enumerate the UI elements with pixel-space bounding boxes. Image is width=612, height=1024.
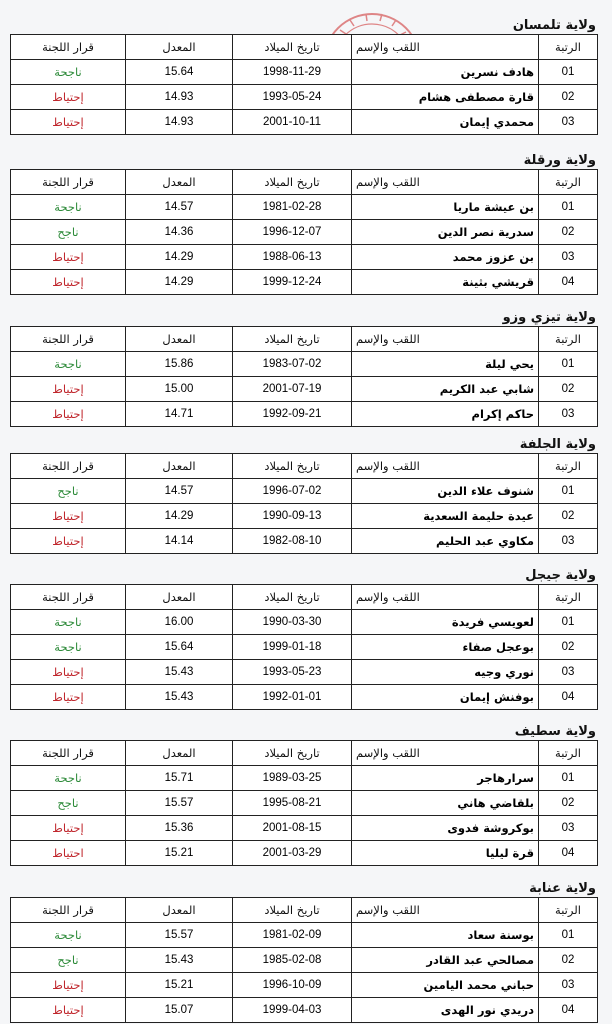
table-row: [11, 110, 598, 135]
table-header-row: [11, 170, 598, 195]
table-header-row: [11, 741, 598, 766]
name-cell: لعويسي فريدة: [352, 610, 539, 635]
average-cell: 15.21: [126, 841, 233, 866]
average-cell: 15.36: [126, 816, 233, 841]
average-cell: 14.57: [126, 479, 233, 504]
table-row: [11, 195, 598, 220]
header-rank: الرتبة: [539, 327, 598, 352]
decision-cell: ناجحة: [11, 352, 126, 377]
rank-cell: 01: [539, 610, 598, 635]
header-name: اللقب والإسم: [352, 35, 539, 60]
decision-cell: إحتياط: [11, 529, 126, 554]
dob-cell: 1990-03-30: [233, 610, 352, 635]
name-cell: حاكم إكرام: [352, 402, 539, 427]
rank-cell: 03: [539, 110, 598, 135]
section-tlemcen: [10, 17, 598, 135]
average-cell: 14.93: [126, 110, 233, 135]
table-header-row: [11, 898, 598, 923]
rank-cell: 02: [539, 791, 598, 816]
average-cell: 15.07: [126, 998, 233, 1023]
header-decision: قرار اللجنة: [11, 327, 126, 352]
decision-cell: إحتياط: [11, 270, 126, 295]
table-row: [11, 245, 598, 270]
table-row: [11, 816, 598, 841]
rank-cell: 03: [539, 529, 598, 554]
table-row: [11, 841, 598, 866]
average-cell: 16.00: [126, 610, 233, 635]
header-average: المعدل: [126, 35, 233, 60]
average-cell: 14.29: [126, 270, 233, 295]
section-title: ولاية عنابة: [529, 881, 596, 896]
name-cell: بلقاضي هاني: [352, 791, 539, 816]
header-name: اللقب والإسم: [352, 327, 539, 352]
rank-cell: 02: [539, 504, 598, 529]
results-table: [10, 326, 598, 427]
dob-cell: 1998-11-29: [233, 60, 352, 85]
dob-cell: 1999-04-03: [233, 998, 352, 1023]
name-cell: سدرية نصر الدين: [352, 220, 539, 245]
header-average: المعدل: [126, 327, 233, 352]
table-row: [11, 220, 598, 245]
header-rank: الرتبة: [539, 898, 598, 923]
dob-cell: 1992-09-21: [233, 402, 352, 427]
average-cell: 14.14: [126, 529, 233, 554]
decision-cell: إحتياط: [11, 245, 126, 270]
table-row: [11, 685, 598, 710]
name-cell: قارة مصطفى هشام: [352, 85, 539, 110]
rank-cell: 01: [539, 352, 598, 377]
header-rank: الرتبة: [539, 454, 598, 479]
decision-cell: ناجح: [11, 791, 126, 816]
rank-cell: 01: [539, 766, 598, 791]
dob-cell: 1988-06-13: [233, 245, 352, 270]
decision-cell: ناجحة: [11, 60, 126, 85]
header-average: المعدل: [126, 454, 233, 479]
decision-cell: إحتياط: [11, 973, 126, 998]
dob-cell: 1982-08-10: [233, 529, 352, 554]
dob-cell: 1993-05-24: [233, 85, 352, 110]
header-rank: الرتبة: [539, 741, 598, 766]
name-cell: حباني محمد اليامين: [352, 973, 539, 998]
average-cell: 15.43: [126, 660, 233, 685]
dob-cell: 2001-03-29: [233, 841, 352, 866]
header-dob: تاريخ الميلاد: [233, 35, 352, 60]
dob-cell: 1989-03-25: [233, 766, 352, 791]
decision-cell: إحتياط: [11, 998, 126, 1023]
section-ouargla: [10, 152, 598, 295]
header-name: اللقب والإسم: [352, 741, 539, 766]
results-table: [10, 169, 598, 295]
table-row: [11, 660, 598, 685]
header-decision: قرار اللجنة: [11, 170, 126, 195]
average-cell: 15.71: [126, 766, 233, 791]
rank-cell: 02: [539, 948, 598, 973]
decision-cell: ناجحة: [11, 766, 126, 791]
average-cell: 15.86: [126, 352, 233, 377]
section-title: ولاية جيجل: [525, 568, 596, 583]
average-cell: 14.93: [126, 85, 233, 110]
average-cell: 15.43: [126, 948, 233, 973]
table-header-row: [11, 327, 598, 352]
decision-cell: ناجحة: [11, 195, 126, 220]
name-cell: قرة ليليا: [352, 841, 539, 866]
header-name: اللقب والإسم: [352, 170, 539, 195]
header-dob: تاريخ الميلاد: [233, 170, 352, 195]
average-cell: 14.36: [126, 220, 233, 245]
rank-cell: 01: [539, 479, 598, 504]
name-cell: بن عيشة ماريا: [352, 195, 539, 220]
name-cell: شابي عبد الكريم: [352, 377, 539, 402]
dob-cell: 1983-07-02: [233, 352, 352, 377]
average-cell: 15.57: [126, 923, 233, 948]
table-header-row: [11, 454, 598, 479]
table-row: [11, 85, 598, 110]
table-row: [11, 791, 598, 816]
rank-cell: 04: [539, 270, 598, 295]
section-tizi-ouzou: [10, 309, 598, 427]
average-cell: 15.57: [126, 791, 233, 816]
name-cell: قريشي بثينة: [352, 270, 539, 295]
average-cell: 14.71: [126, 402, 233, 427]
header-decision: قرار اللجنة: [11, 741, 126, 766]
dob-cell: 1992-01-01: [233, 685, 352, 710]
header-dob: تاريخ الميلاد: [233, 454, 352, 479]
table-row: [11, 610, 598, 635]
section-jijel: [10, 567, 598, 710]
table-row: [11, 766, 598, 791]
name-cell: بن عزوز محمد: [352, 245, 539, 270]
rank-cell: 04: [539, 998, 598, 1023]
decision-cell: ناجح: [11, 479, 126, 504]
table-row: [11, 529, 598, 554]
rank-cell: 02: [539, 635, 598, 660]
decision-cell: إحتياط: [11, 110, 126, 135]
header-rank: الرتبة: [539, 35, 598, 60]
name-cell: هادف نسرين: [352, 60, 539, 85]
table-row: [11, 60, 598, 85]
table-row: [11, 973, 598, 998]
decision-cell: ناجحة: [11, 923, 126, 948]
name-cell: عيدة حليمة السعدية: [352, 504, 539, 529]
header-dob: تاريخ الميلاد: [233, 327, 352, 352]
rank-cell: 02: [539, 220, 598, 245]
dob-cell: 1999-12-24: [233, 270, 352, 295]
section-title: ولاية تلمسان: [512, 18, 596, 33]
section-title: ولاية ورقلة: [523, 153, 596, 168]
name-cell: مصالحي عبد القادر: [352, 948, 539, 973]
decision-cell: إحتياط: [11, 377, 126, 402]
name-cell: بوفنش إيمان: [352, 685, 539, 710]
table-header-row: [11, 35, 598, 60]
header-decision: قرار اللجنة: [11, 585, 126, 610]
rank-cell: 04: [539, 685, 598, 710]
name-cell: يحي ليلة: [352, 352, 539, 377]
header-name: اللقب والإسم: [352, 585, 539, 610]
table-row: [11, 402, 598, 427]
decision-cell: ناجح: [11, 948, 126, 973]
header-average: المعدل: [126, 170, 233, 195]
dob-cell: 1996-12-07: [233, 220, 352, 245]
average-cell: 14.57: [126, 195, 233, 220]
rank-cell: 01: [539, 60, 598, 85]
header-name: اللقب والإسم: [352, 454, 539, 479]
dob-cell: 1996-07-02: [233, 479, 352, 504]
table-row: [11, 998, 598, 1023]
header-rank: الرتبة: [539, 170, 598, 195]
header-decision: قرار اللجنة: [11, 454, 126, 479]
header-dob: تاريخ الميلاد: [233, 898, 352, 923]
results-table: [10, 584, 598, 710]
decision-cell: ناجح: [11, 220, 126, 245]
name-cell: سرارهاجر: [352, 766, 539, 791]
results-table: [10, 897, 598, 1023]
name-cell: نوري وجيه: [352, 660, 539, 685]
dob-cell: 2001-10-11: [233, 110, 352, 135]
average-cell: 15.21: [126, 973, 233, 998]
rank-cell: 03: [539, 973, 598, 998]
dob-cell: 1985-02-08: [233, 948, 352, 973]
decision-cell: إحتياط: [11, 816, 126, 841]
rank-cell: 03: [539, 660, 598, 685]
section-title: ولاية الجلفة: [519, 437, 596, 452]
dob-cell: 1999-01-18: [233, 635, 352, 660]
table-row: [11, 948, 598, 973]
name-cell: محمدي إيمان: [352, 110, 539, 135]
decision-cell: إحتياط: [11, 660, 126, 685]
table-row: [11, 352, 598, 377]
header-decision: قرار اللجنة: [11, 898, 126, 923]
dob-cell: 1990-09-13: [233, 504, 352, 529]
name-cell: بوعجل صفاء: [352, 635, 539, 660]
table-row: [11, 377, 598, 402]
section-annaba: [10, 880, 598, 1023]
name-cell: مكاوي عبد الحليم: [352, 529, 539, 554]
header-name: اللقب والإسم: [352, 898, 539, 923]
dob-cell: 2001-07-19: [233, 377, 352, 402]
header-dob: تاريخ الميلاد: [233, 741, 352, 766]
results-table: [10, 740, 598, 866]
table-row: [11, 923, 598, 948]
decision-cell: إحتياط: [11, 685, 126, 710]
rank-cell: 01: [539, 923, 598, 948]
rank-cell: 02: [539, 377, 598, 402]
dob-cell: 2001-08-15: [233, 816, 352, 841]
rank-cell: 04: [539, 841, 598, 866]
average-cell: 15.64: [126, 60, 233, 85]
table-row: [11, 635, 598, 660]
decision-cell: إحتياط: [11, 504, 126, 529]
dob-cell: 1996-10-09: [233, 973, 352, 998]
rank-cell: 03: [539, 816, 598, 841]
section-title: ولاية تيزي وزو: [502, 310, 596, 325]
decision-cell: ناجحة: [11, 635, 126, 660]
header-dob: تاريخ الميلاد: [233, 585, 352, 610]
dob-cell: 1981-02-28: [233, 195, 352, 220]
decision-cell: ناجحة: [11, 610, 126, 635]
dob-cell: 1981-02-09: [233, 923, 352, 948]
name-cell: دريدي نور الهدى: [352, 998, 539, 1023]
dob-cell: 1995-08-21: [233, 791, 352, 816]
header-average: المعدل: [126, 741, 233, 766]
results-table: [10, 34, 598, 135]
rank-cell: 02: [539, 85, 598, 110]
name-cell: بوكروشة فدوى: [352, 816, 539, 841]
section-setif: [10, 723, 598, 866]
decision-cell: احتياط: [11, 841, 126, 866]
name-cell: شنوف علاء الدين: [352, 479, 539, 504]
rank-cell: 03: [539, 245, 598, 270]
average-cell: 15.64: [126, 635, 233, 660]
header-average: المعدل: [126, 585, 233, 610]
decision-cell: إحتياط: [11, 85, 126, 110]
average-cell: 15.43: [126, 685, 233, 710]
results-table: [10, 453, 598, 554]
name-cell: بوسنة سعاد: [352, 923, 539, 948]
average-cell: 14.29: [126, 245, 233, 270]
table-row: [11, 504, 598, 529]
average-cell: 15.00: [126, 377, 233, 402]
section-djelfa: [10, 436, 598, 554]
header-rank: الرتبة: [539, 585, 598, 610]
rank-cell: 01: [539, 195, 598, 220]
table-header-row: [11, 585, 598, 610]
decision-cell: إحتياط: [11, 402, 126, 427]
rank-cell: 03: [539, 402, 598, 427]
header-decision: قرار اللجنة: [11, 35, 126, 60]
section-title: ولاية سطيف: [514, 724, 596, 739]
table-row: [11, 270, 598, 295]
average-cell: 14.29: [126, 504, 233, 529]
header-average: المعدل: [126, 898, 233, 923]
dob-cell: 1993-05-23: [233, 660, 352, 685]
table-row: [11, 479, 598, 504]
